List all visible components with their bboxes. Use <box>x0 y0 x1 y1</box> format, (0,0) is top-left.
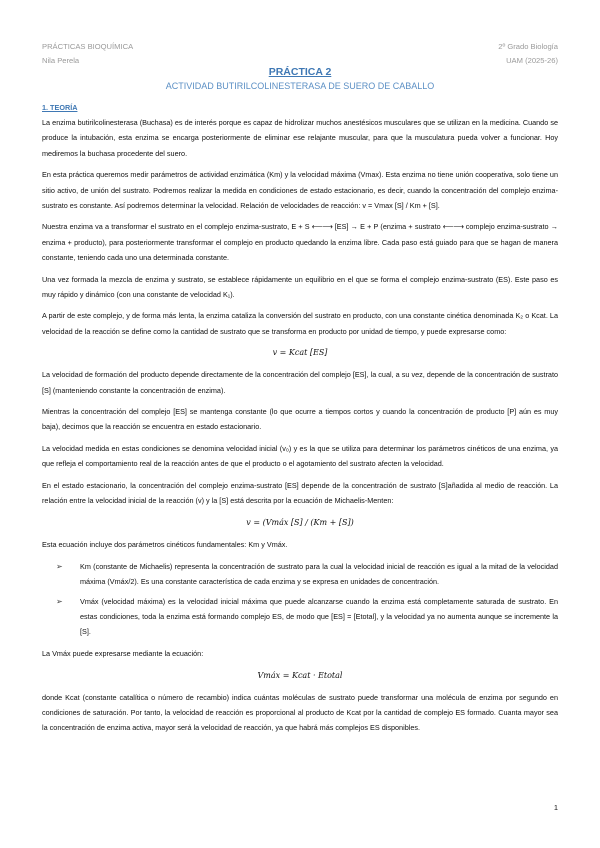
paragraph: La velocidad de formación del producto depende directamente de la concentración del complejo [ES], la cual, a su vez, depende de la concentración de sustrato [S] (manteniendo constante la concentración de enzima). <box>42 370 558 395</box>
equation-michaelis-menten: v = (Vmáx [S] / (Km + [S]) <box>246 517 354 527</box>
header-degree: 2º Grado Biología <box>498 42 558 51</box>
list-item-text: Km (constante de Michaelis) representa la concentración de sustrato para la cual la velocidad inicial de reacción es igual a la mitad de la velocidad máxima (Vmáx/2). Es una constante característica de cada enzima y se expresa en unidades de concentración. <box>80 561 558 586</box>
paragraph: donde Kcat (constante catalítica o número de recambio) indica cuántas moléculas de sustrato puede transformar una molécula de enzima por segundo en condiciones de saturación. Por tanto, la velocidad de reacción es proporcional al producto de Kcat por la cantidad de complejo ES formado. Cuanta mayor sea la concentración de enzima activa, mayor será la velocidad de reacción, ya que habrá más complejos ES disponibles. <box>42 692 558 733</box>
paragraph: La enzima butirilcolinesterasa (Buchasa) es de interés porque es capaz de hidrolizar muchos anestésicos musculares que se utilizan en la medicina. Cuando se produce la intubación, esta enzima se encarga posteriormente de eliminar ese relajante muscular, para que la musculatura pueda volver a funcionar. Hoy mediremos la buchasa procedente del suero. <box>42 118 558 158</box>
arrow-bullet-icon: ➢ <box>56 597 63 607</box>
paragraph: Nuestra enzima va a transformar el sustrato en el complejo enzima-sustrato, E + S ⟵⟶ [ES] → E + P (enzima + sustrato ⟵⟶ complejo enzima-sustrato → enzima + producto), para posteriormente transformar el complejo en producto quedando la enzima libre. Cada paso está guiado para que se hagan de manera constante, teniendo cada uno una determinada constante. <box>42 222 558 262</box>
page-subtitle: ACTIVIDAD BUTIRILCOLINESTERASA DE SUERO DE CABALLO <box>165 81 435 91</box>
equation-vmax: Vmáx = Kcat · Etotal <box>257 670 343 680</box>
header-university: UAM (2025-26) <box>506 56 558 65</box>
paragraph: Mientras la concentración del complejo [ES] se mantenga constante (lo que ocurre a tiempos cortos y cuando la concentración de producto [P] aún es muy baja), decimos que la reacción se encuentra en estado estacionario. <box>42 407 558 432</box>
paragraph: La velocidad medida en estas condiciones se denomina velocidad inicial (v₀) y es la que se utiliza para determinar los parámetros cinéticos de una enzima, ya que refleja el comportamiento real de la reacción antes de que el producto o el agotamiento del sustrato afecten la velocidad. <box>42 444 558 469</box>
arrow-bullet-icon: ➢ <box>56 561 63 571</box>
page-number: 1 <box>553 803 558 812</box>
header-course: PRÁCTICAS BIOQUÍMICA <box>42 42 134 51</box>
list-item <box>42 559 558 589</box>
paragraph: Esta ecuación incluye dos parámetros cinéticos fundamentales: Km y Vmáx. <box>42 539 288 549</box>
page-title: PRÁCTICA 2 <box>268 66 332 78</box>
paragraph: La Vmáx puede expresarse mediante la ecuación: <box>42 649 204 659</box>
main-content <box>42 100 558 742</box>
list-item-text: Vmáx (velocidad máxima) es la velocidad inicial máxima que puede alcanzarse cuando la enzima está completamente saturada de sustrato. En estas condiciones, toda la enzima está formando complejo ES, de modo que [ES] = [Etotal], y la velocidad ya no aumenta aunque se incremente la [S]. <box>80 597 558 637</box>
parameter-list <box>42 559 558 640</box>
paragraph: En el estado estacionario, la concentración del complejo enzima-sustrato [ES] depende de la concentración de sustrato [S]añadida al medio de reacción. La relación entre la velocidad inicial de la reacción (v) y la [S] está descrita por la ecuación de Michaelis-Menten: <box>42 481 558 506</box>
header-left <box>42 40 133 68</box>
list-item <box>42 594 558 640</box>
paragraph: Una vez formada la mezcla de enzima y sustrato, se establece rápidamente un equilibrio en el que se forma el complejo enzima-sustrato (ES). Este paso es muy rápido y dinámico (con una constante de velocidad K₁). <box>42 274 558 299</box>
header-author: Nila Perela <box>42 56 80 65</box>
paragraph: En esta práctica queremos medir parámetros de actividad enzimática (Km) y la velocidad máxima (Vmax). Esta enzima no tiene unión cooperativa, solo tiene un sitio activo, de unión del sustrato. Podremos realizar la medida en condiciones de estado estacionario, es decir, cuando la concentración del complejo enzima-sustrato es constante. Así podremos determinar la velocidad. Relación de velocidades de reacción: v = Vmax [S] / Km + [S]. <box>42 170 558 210</box>
equation-kcat: v = Kcat [ES] <box>272 348 328 358</box>
paragraph: A partir de este complejo, y de forma más lenta, la enzima cataliza la conversión del sustrato en producto, con una constante cinética denominada K₂ o Kcat. La velocidad de la reacción se define como la cantidad de sustrato que se transforma en producto por unidad de tiempo, y puede expresarse como: <box>42 311 558 336</box>
header-right <box>498 40 558 68</box>
section-heading: 1. TEORÍA <box>42 103 78 112</box>
